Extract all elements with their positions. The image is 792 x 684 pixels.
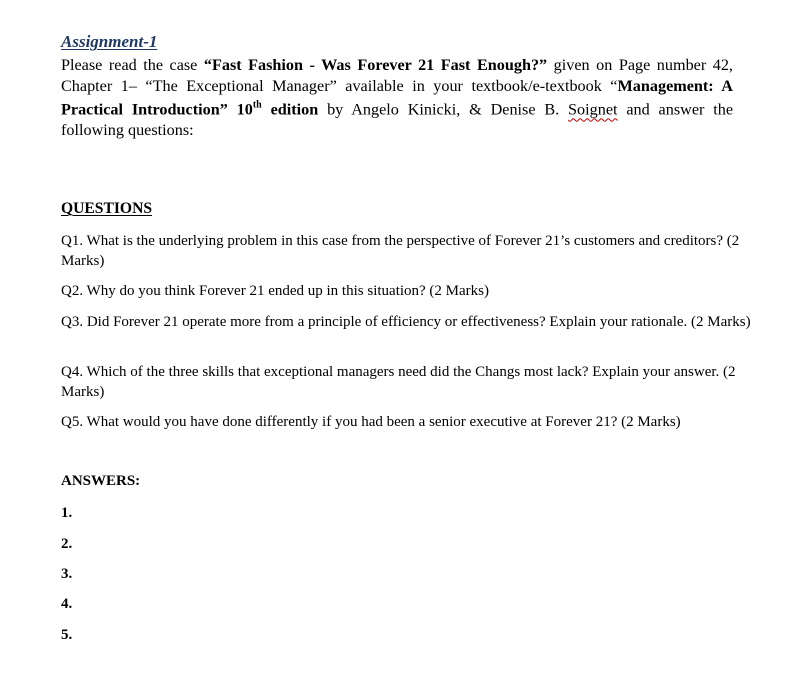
edition-word: edition [261,100,319,119]
author-last-name: Soignet [568,100,618,119]
question-3: Q3. Did Forever 21 operate more from a principle of efficiency or effectiveness? Explain your rationale. (2 Marks) [61,314,751,330]
case-title: “Fast Fashion - Was Forever 21 Fast Enough?” [203,56,548,74]
question-1: Q1. What is the underlying problem in this case from the perspective of Forever 21’s customers and creditors? (2 Marks) [61,233,740,269]
book-title: Management: A Practical Introduction” 10 [61,76,733,119]
answer-number-2: 2. [61,536,73,552]
intro-text-3: by Angelo Kinicki, & Denise B. [318,100,569,119]
answer-number-3: 3. [61,566,73,582]
question-4: Q4. Which of the three skills that exceptional managers need did the Changs most lack? Explain your answer. (2 Marks) [61,364,736,400]
answer-number-1: 1. [61,505,73,521]
intro-text-1: Please read the case [61,56,204,74]
question-5: Q5. What would you have done differently if you had been a senior executive at Forever 21? (2 Marks) [61,414,681,430]
intro-text-2: given on Page number 42, Chapter 1– “The Exceptional Manager” available in your textbook/e-textbook “ [61,56,733,95]
assignment-title: Assignment-1 [61,32,158,51]
edition-superscript: th [252,100,262,111]
question-2: Q2. Why do you think Forever 21 ended up in this situation? (2 Marks) [61,283,489,299]
intro-text-4: and answer the following questions: [61,100,734,139]
answers-heading: ANSWERS: [61,473,141,489]
answer-number-4: 4. [61,596,73,612]
answer-number-5: 5. [61,627,73,643]
intro-paragraph [61,55,733,140]
questions-heading: QUESTIONS [61,200,152,217]
